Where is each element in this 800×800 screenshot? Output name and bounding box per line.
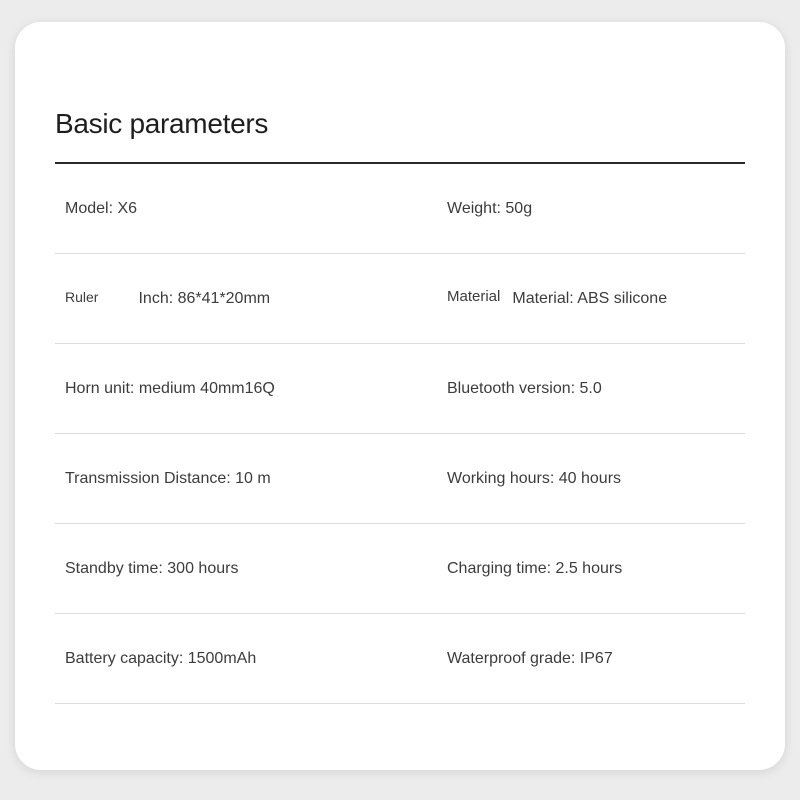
param-standby-time <box>65 524 238 613</box>
page-title: Basic parameters <box>55 108 269 139</box>
table-row <box>55 254 745 344</box>
param-value: Material: ABS silicone <box>512 289 668 307</box>
param-weight <box>447 164 532 253</box>
parameters-card <box>15 22 785 770</box>
param-label: Material <box>447 288 501 305</box>
param-model <box>65 164 137 253</box>
param-value: Transmission Distance: 10 m <box>65 469 271 487</box>
param-value: Bluetooth version: 5.0 <box>447 379 602 397</box>
table-row <box>55 164 745 254</box>
param-label: Ruler <box>65 288 99 305</box>
table-row <box>55 434 745 524</box>
param-charging-time <box>447 524 622 613</box>
param-bluetooth-version <box>447 344 602 433</box>
table-row <box>55 344 745 434</box>
param-value: Weight: 50g <box>447 199 533 217</box>
param-battery-capacity <box>65 614 256 703</box>
param-transmission-distance <box>65 434 271 523</box>
param-value: Horn unit: medium 40mm16Q <box>65 379 275 397</box>
table-row <box>55 614 745 704</box>
param-horn-unit <box>65 344 275 433</box>
param-value: Inch: 86*41*20mm <box>138 289 271 307</box>
param-value: Waterproof grade: IP67 <box>447 649 613 667</box>
param-waterproof-grade <box>447 614 613 703</box>
param-value: Battery capacity: 1500mAh <box>65 649 257 667</box>
param-material <box>447 254 667 343</box>
table-row <box>55 524 745 614</box>
param-value: Standby time: 300 hours <box>65 559 239 577</box>
param-value: Model: X6 <box>65 199 138 217</box>
param-size <box>65 254 270 343</box>
parameters-table <box>55 164 745 704</box>
param-value: Working hours: 40 hours <box>447 469 622 487</box>
param-working-hours <box>447 434 621 523</box>
param-value: Charging time: 2.5 hours <box>447 559 623 577</box>
